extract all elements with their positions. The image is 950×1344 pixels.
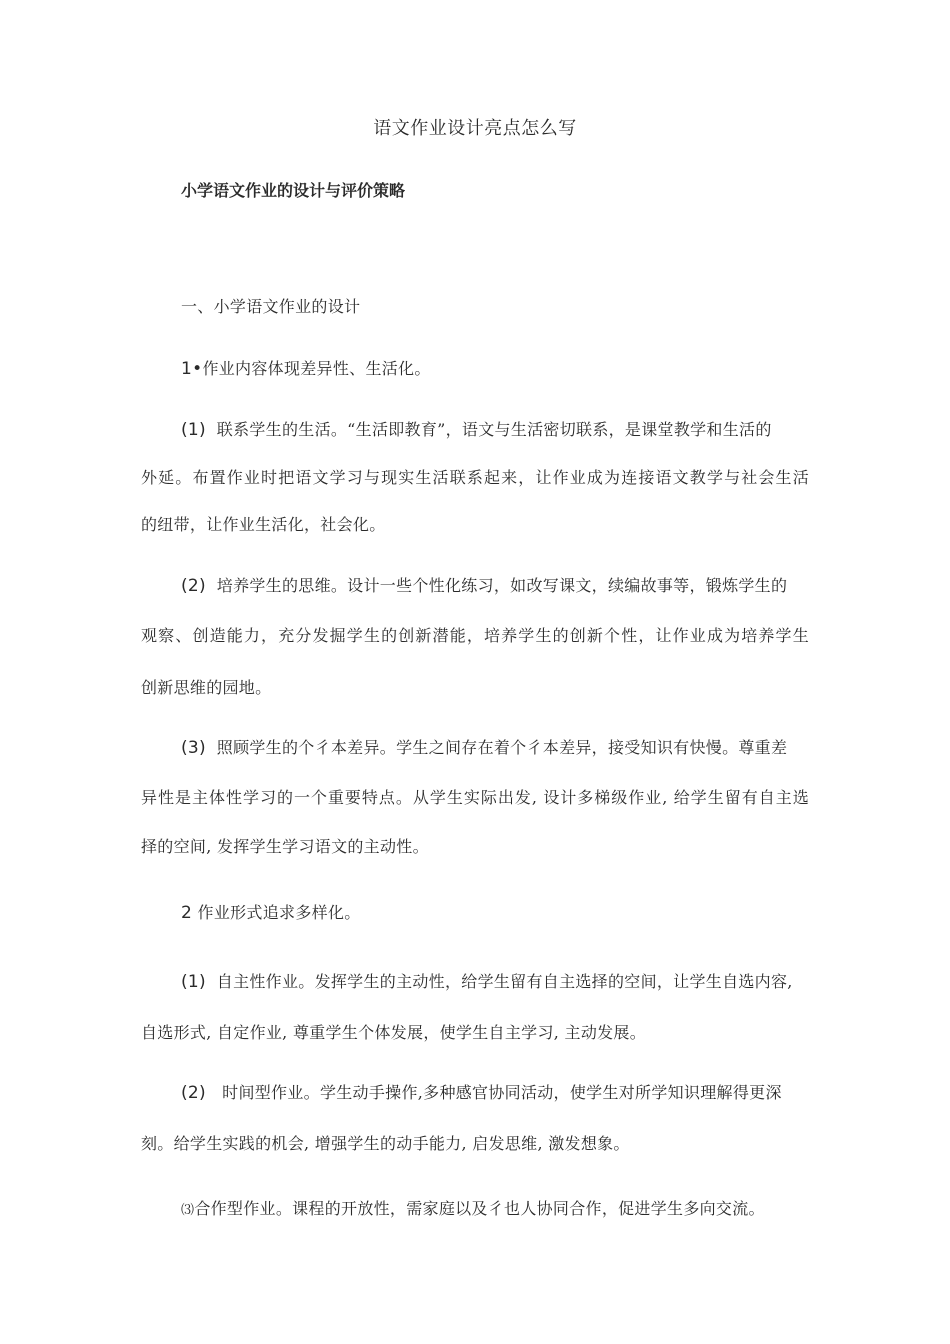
item-text: 作业形式追求多样化。 bbox=[197, 903, 361, 922]
paragraph-number: (2) bbox=[181, 576, 206, 596]
paragraph-line: 创新思维的园地。 bbox=[141, 678, 272, 697]
paragraph-line: 异性是主体性学习的一个重要特点。从学生实际出发, 设计多梯级作业, 给学生留有自主选 bbox=[141, 788, 809, 807]
paragraph-line: 择的空间, 发挥学生学习语文的主动性。 bbox=[141, 837, 429, 856]
item-heading-1 bbox=[181, 356, 431, 379]
paragraph-line: 的纽带，让作业生活化，社会化。 bbox=[141, 515, 386, 534]
paragraph-text: 时间型作业。学生动手操作,多种感官协同活动，使学生对所学知识理解得更深 bbox=[222, 1083, 782, 1102]
paragraph-line: 外延。布置作业时把语文学习与现实生活联系起来，让作业成为连接语文教学与社会生活 bbox=[141, 468, 809, 487]
item-number: 1• bbox=[181, 359, 203, 379]
section-heading: 一、小学语文作业的设计 bbox=[181, 297, 361, 316]
paragraph-line bbox=[181, 1080, 782, 1103]
paragraph-line: 观察、创造能力，充分发掘学生的创新潜能，培养学生的创新个性，让作业成为培养学生 bbox=[141, 626, 809, 645]
item-number: 2 bbox=[181, 903, 193, 923]
paragraph-number: ⑶ bbox=[181, 1203, 195, 1218]
paragraph-number: (3) bbox=[181, 738, 206, 758]
paragraph-text: 合作型作业。课程的开放性，需家庭以及彳也人协同合作，促进学生多向交流。 bbox=[194, 1199, 765, 1218]
item-text: 作业内容体现差异性、生活化。 bbox=[202, 359, 431, 378]
paragraph-line bbox=[181, 573, 787, 596]
item-heading-2 bbox=[181, 900, 361, 923]
document-subtitle: 小学语文作业的设计与评价策略 bbox=[181, 181, 406, 200]
paragraph-line: 刻。给学生实践的机会, 增强学生的动手能力, 启发思维, 激发想象。 bbox=[141, 1134, 630, 1153]
paragraph-number: (2) bbox=[181, 1083, 206, 1103]
paragraph-text: 照顾学生的个彳本差异。学生之间存在着个彳本差异，接受知识有快慢。尊重差 bbox=[216, 738, 788, 757]
paragraph-number: (1) bbox=[181, 420, 206, 440]
paragraph-number: (1) bbox=[181, 972, 206, 992]
paragraph-line: 自选形式, 自定作业, 尊重学生个体发展，使学生自主学习, 主动发展。 bbox=[141, 1023, 647, 1042]
paragraph-line bbox=[181, 735, 787, 758]
paragraph-text: 自主性作业。发挥学生的主动性，给学生留有自主选择的空间，让学生自选内容, bbox=[216, 972, 793, 991]
paragraph-text: 培养学生的思维。设计一些个性化练习，如改写课文，续编故事等，锻炼学生的 bbox=[216, 576, 788, 595]
paragraph-line bbox=[181, 1196, 765, 1219]
paragraph-text: 联系学生的生活。“生活即教育”，语文与生活密切联系，是课堂教学和生活的 bbox=[216, 420, 772, 439]
paragraph-line bbox=[181, 417, 772, 440]
paragraph-line bbox=[181, 969, 793, 992]
document-title: 语文作业设计亮点怎么写 bbox=[373, 118, 577, 139]
